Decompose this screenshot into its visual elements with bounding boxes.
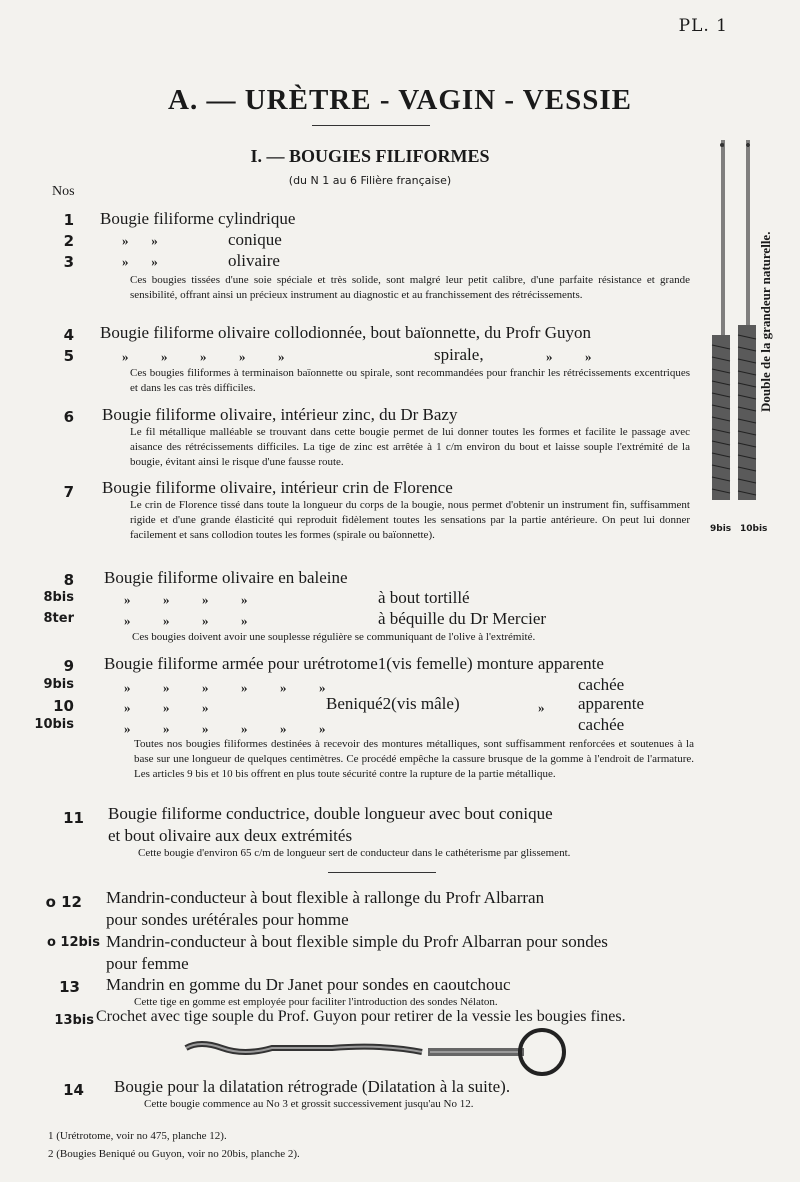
item-label: Mandrin-conducteur à bout flexible simple du Profr Albarran pour sondes [106, 932, 608, 951]
footnote-2: 2 (Bougies Beniqué ou Guyon, voir no 20bis, planche 2). [48, 1148, 300, 1160]
section-title: I. — BOUGIES FILIFORMES [250, 146, 490, 166]
item-label: olivaire [228, 251, 280, 270]
item-label: apparente [578, 694, 645, 713]
item-number: 10 [53, 697, 74, 715]
item-number: 10bis [34, 717, 74, 732]
ditto-marks: » » » [124, 700, 209, 715]
item-number: 8 [63, 571, 74, 589]
ditto-marks: » [538, 700, 545, 715]
item-label: Bougie filiforme olivaire, intérieur crin de Florence [102, 478, 453, 497]
item-label: Crochet avec tige souple du Prof. Guyon pour retirer de la vessie les bougies fines. [96, 1008, 626, 1025]
item-number: 5 [63, 347, 74, 365]
item-label: Bougie filiforme olivaire collodionnée, bout baïonnette, du Profr Guyon [100, 323, 591, 342]
item-number: 7 [63, 483, 74, 501]
illustration-label-10bis: 10bis [740, 524, 768, 534]
item-number: 4 [63, 326, 74, 344]
item-number: 8bis [43, 590, 74, 605]
item-label-continued: pour femme [106, 954, 189, 973]
item-number: 3 [63, 253, 74, 271]
item-description: Cette bougie d'environ 65 c/m de longueur sert de conducteur dans le cathéterisme par glissement. [138, 847, 571, 859]
item-number: 6 [63, 408, 74, 426]
bougie-9bis-illustration [712, 140, 730, 500]
illustration-side-caption: Double de la grandeur naturelle. [758, 231, 773, 412]
item-number: o 12bis [46, 935, 100, 950]
item-number: 13 [59, 978, 80, 996]
item-label: Bougie pour la dilatation rétrograde (Dilatation à la suite). [114, 1077, 511, 1096]
item-label: à béquille du Dr Mercier [378, 609, 547, 628]
bougie-10bis-illustration [738, 140, 756, 500]
ditto-marks: » » » » » [122, 349, 285, 364]
item-label-continued: pour sondes urétérales pour homme [106, 910, 349, 929]
page-title: A. — URÈTRE - VAGIN - VESSIE [168, 84, 632, 116]
item-number: o 12 [45, 893, 82, 911]
item-number: 11 [63, 809, 84, 827]
nos-column-label: Nos [52, 184, 75, 199]
item-description: Ces bougies tissées d'une soie spéciale et très solide, sont malgré leur petit calibre, d'une parfaite résistance et grande sensibilité, offrant ainsi un précieux instrument au diagnostic et au franchissement des rétrécissements. [130, 274, 690, 301]
ditto-marks: » » » » » » [124, 721, 326, 736]
title-divider [312, 125, 430, 126]
item-label: cachée [578, 675, 625, 694]
footnote-1: 1 (Urétrotome, voir no 475, planche 12). [48, 1130, 227, 1142]
item-number: 13bis [54, 1013, 94, 1028]
item-number: 9bis [43, 677, 74, 692]
item-label: cachée [578, 715, 625, 734]
section-subtitle: (du N 1 au 6 Filière française) [288, 174, 452, 187]
item-description: Le crin de Florence tissé dans toute la longueur du corps de la bougie, nous permet d'obtenir un instrument fin, suffisamment rigide et d'une grande élasticité qui reproduit fidèlement toutes les sensations par la partie antérieure. On peut lui donner facilement et sans collodion toutes les formes (spirale ou baïonnette). [130, 499, 690, 541]
item-label: Bougie filiforme cylindrique [100, 209, 296, 228]
item-label: Mandrin-conducteur à bout flexible à rallonge du Profr Albarran [106, 888, 545, 907]
illustration-label-9bis: 9bis [710, 524, 732, 534]
item-label: Bougie filiforme olivaire, intérieur zinc, du Dr Bazy [102, 405, 458, 424]
item-number: 14 [63, 1081, 84, 1099]
item-description: Cette bougie commence au No 3 et grossit successivement jusqu'au No 12. [144, 1098, 474, 1110]
item-label: Bougie filiforme conductrice, double longueur avec bout conique [108, 804, 553, 823]
item-number: 2 [63, 232, 74, 250]
item-description: Toutes nos bougies filiformes destinées à recevoir des montures métalliques, sont suffisamment renforcées et soutenues à la base sur une longueur de quelques centimètres. Ce procédé empêche la cassure brusque de la gomme à l'endroit de l'armature. Les articles 9 bis et 10 bis offrent en plus toute sécurité contre la rupture de la partie métallique. [134, 738, 694, 780]
item-label: Bougie filiforme olivaire en baleine [104, 568, 348, 587]
item-description: Cette tige en gomme est employée pour faciliter l'introduction des sondes Nélaton. [134, 996, 498, 1008]
plate-number: PL. 1 [678, 16, 728, 36]
ditto-marks: » » [122, 233, 158, 248]
ditto-marks: » » [546, 349, 592, 364]
item-label: conique [228, 230, 282, 249]
crochet-illustration [182, 1026, 572, 1082]
section-divider [328, 872, 436, 873]
item-number: 8ter [43, 611, 74, 626]
item-number: 1 [63, 211, 74, 229]
ditto-marks: » » [122, 254, 158, 269]
ditto-marks: » » » » » » [124, 680, 326, 695]
item-description: Le fil métallique malléable se trouvant dans cette bougie permet de lui donner toutes les formes et facilite le passage avec aisance des rétrécissements difficiles. La tige de zinc est arrêtée à 1 c/m environ du bout et laisse souple l'extrémité de la bougie, évitant ainsi le risque d'une fausse route. [130, 426, 690, 468]
item-description: Ces bougies filiformes à terminaison baïonnette ou spirale, sont recommandées pour franchir les rétrécissements excentriques et dans les cas très difficiles. [130, 367, 690, 394]
ditto-marks: » » » » [124, 613, 248, 628]
item-label: spirale, [434, 345, 484, 364]
item-label-continued: et bout olivaire aux deux extrémités [108, 826, 353, 845]
item-label: Mandrin en gomme du Dr Janet pour sondes en caoutchouc [106, 975, 511, 994]
ditto-marks: » » » » [124, 592, 248, 607]
item-number: 9 [63, 657, 74, 675]
item-label: Bougie filiforme armée pour urétrotome1(vis femelle) monture apparente [104, 654, 604, 673]
item-label: Beniqué2(vis mâle) [326, 694, 460, 713]
item-description: Ces bougies doivent avoir une souplesse régulière se communiquant de l'olive à l'extrémité. [132, 631, 536, 643]
item-label: à bout tortillé [378, 588, 470, 607]
